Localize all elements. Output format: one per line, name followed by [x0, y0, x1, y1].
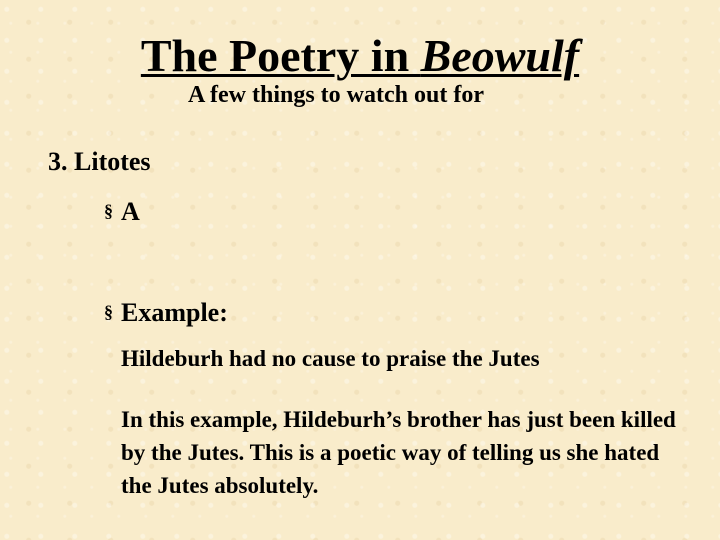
bullet-item: [104, 195, 140, 231]
example-quote: Hildeburh had no cause to praise the Jutes: [121, 346, 540, 371]
bullet-text: Example:: [121, 298, 228, 327]
slide-title: [0, 28, 720, 84]
explanation-paragraph: In this example, Hildeburh’s brother has just been killed by the Jutes. This is a poetic way of telling us she hated the Jutes absolutely.: [121, 407, 676, 498]
slide-subtitle: A few things to watch out for: [188, 82, 484, 108]
bullet-text: A: [121, 197, 140, 226]
bullet-marker-icon: §: [104, 302, 113, 322]
section-heading: 3. Litotes: [48, 147, 151, 176]
bullet-marker-icon: §: [104, 201, 113, 221]
title-italic-text: Beowulf: [420, 30, 580, 81]
bullet-item: [104, 296, 228, 332]
title-text: The Poetry in: [140, 30, 421, 81]
